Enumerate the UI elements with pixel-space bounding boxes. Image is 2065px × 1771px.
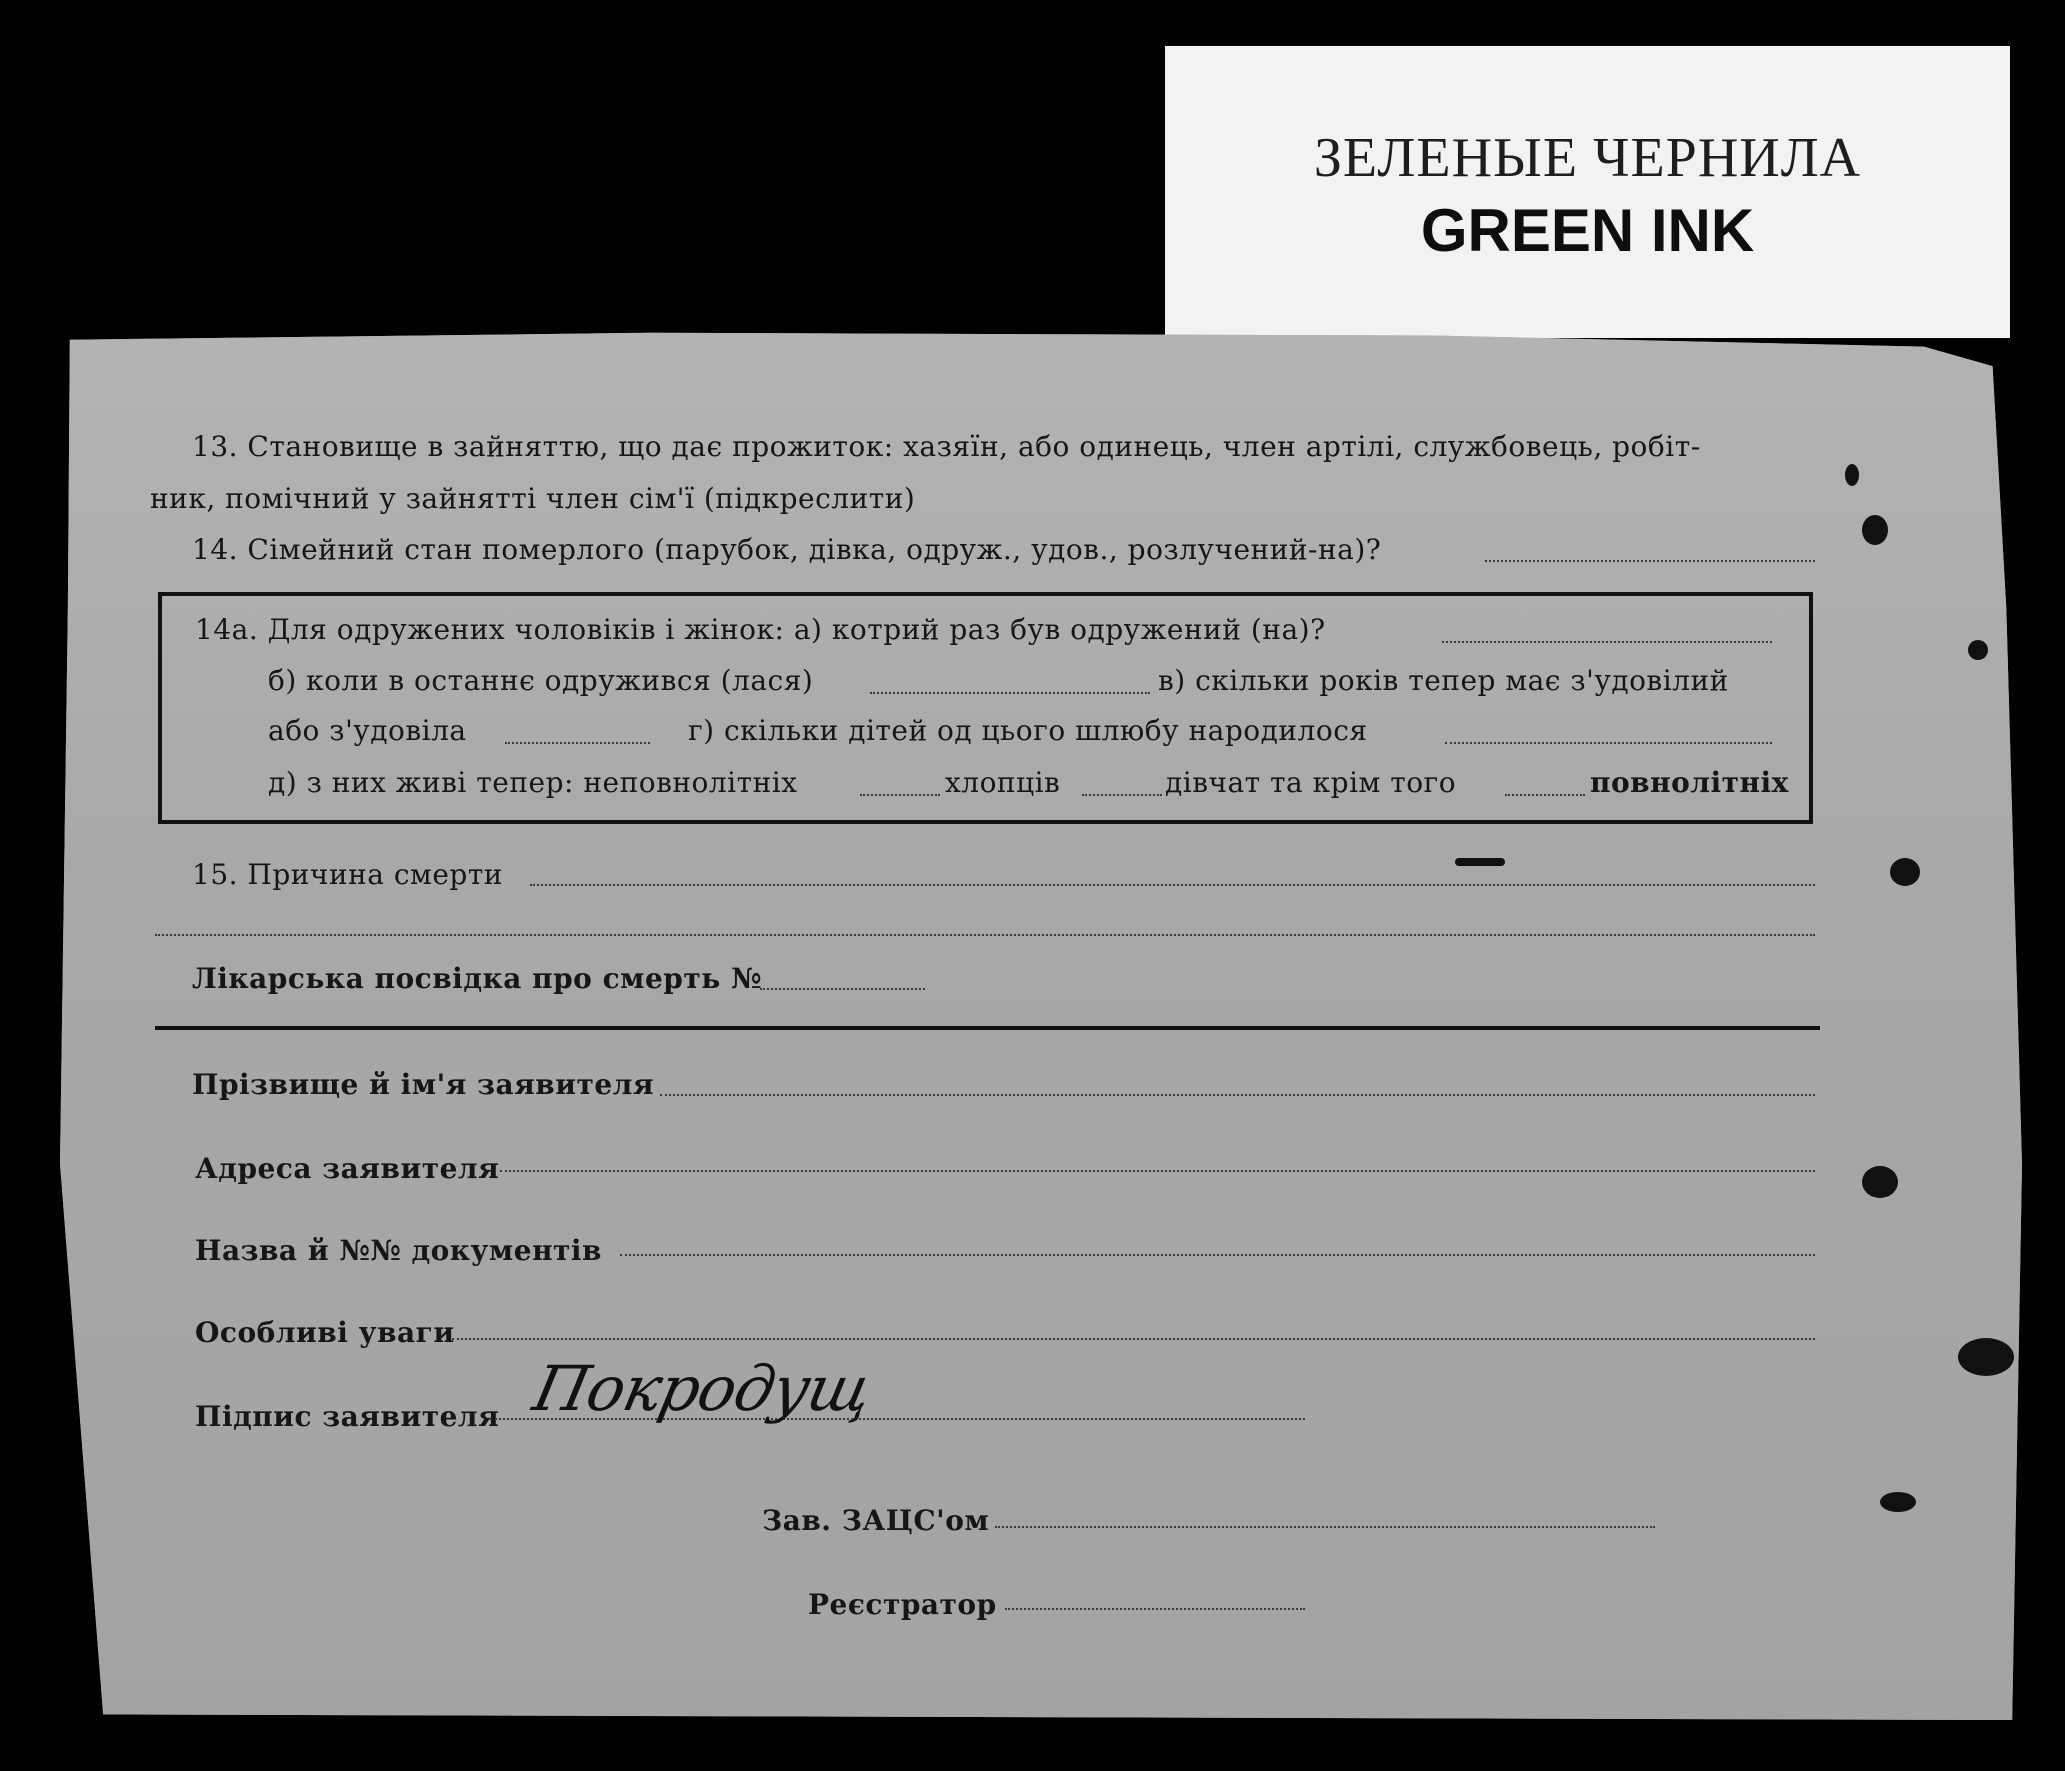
medical-certificate-blank — [760, 988, 925, 990]
handwritten-signature: Покродущ — [527, 1352, 878, 1425]
item-13-line-2: ник, помічний у зайнятті член сім'ї (підкреслити) — [150, 482, 916, 515]
applicant-address-label: Адреса заявителя — [195, 1152, 500, 1185]
applicant-name-blank — [660, 1094, 1815, 1096]
item-14a-adults: повнолітніх — [1590, 766, 1789, 799]
item-14a-a-blank — [1442, 641, 1772, 643]
documents-label: Назва й №№ документів — [195, 1234, 602, 1267]
item-15-cause-of-death: 15. Причина смерти — [192, 858, 503, 891]
registrar-blank — [1005, 1608, 1305, 1610]
item-14-blank — [1485, 560, 1815, 562]
item-14a-girls: дівчат та крім того — [1165, 766, 1457, 799]
ink-blot-1 — [1845, 464, 1859, 486]
ink-blot-6 — [1958, 1338, 2014, 1376]
item-14a-girls-blank — [1505, 794, 1585, 796]
applicant-name-label: Прізвище й ім'я заявителя — [192, 1068, 655, 1101]
item-14a-abo-blank — [505, 742, 650, 744]
applicant-signature-label: Підпис заявителя — [195, 1400, 500, 1433]
item-14a-g-blank — [1445, 742, 1772, 744]
ink-blot-2 — [1862, 515, 1888, 545]
item-14a-line-1: 14а. Для одружених чоловіків і жінок: а) котрий раз був одружений (на)? — [195, 613, 1326, 646]
item-15-blank-2 — [155, 934, 1815, 936]
remarks-label: Особливі уваги — [195, 1316, 455, 1349]
medical-certificate-label: Лікарська посвідка про смерть № — [192, 962, 762, 995]
item-13-line-1: 13. Становище в зайняттю, що дає прожиток: хазяїн, або одинець, член артілі, службовець, робіт- — [192, 430, 1701, 463]
item-14a-d-blank — [860, 794, 940, 796]
label-english-text: GREEN INK — [1420, 197, 1755, 264]
remarks-blank — [452, 1338, 1815, 1340]
item-14a-boys: хлопців — [945, 766, 1061, 799]
ink-blot-3 — [1968, 640, 1988, 660]
item-14a-b-blank — [870, 692, 1150, 694]
green-ink-label-card — [1165, 46, 2010, 338]
registrar-label: Реєстратор — [808, 1588, 997, 1621]
item-14a-g: г) скільки дітей од цього шлюбу народилося — [688, 714, 1368, 747]
head-zags-blank — [995, 1526, 1655, 1528]
documents-blank — [620, 1254, 1815, 1256]
item-14a-d: д) з них живі тепер: неповнолітніх — [268, 766, 798, 799]
label-russian-text: ЗЕЛЕНЫЕ ЧЕРНИЛА — [1313, 127, 1862, 189]
item-14a-boys-blank — [1082, 794, 1162, 796]
item-14a-b: б) коли в останнє одружився (лася) — [268, 664, 814, 697]
head-zags-label: Зав. ЗАЦС'ом — [762, 1504, 990, 1537]
item-14a-v: в) скільки років тепер має з'удовілий — [1158, 664, 1729, 697]
item-14a-abo: або з'удовіла — [268, 714, 467, 747]
ink-blot-7 — [1880, 1492, 1916, 1512]
item-15-blank — [530, 884, 1815, 886]
ink-stroke — [1455, 858, 1505, 866]
applicant-address-blank — [500, 1170, 1815, 1172]
item-14-marital-status: 14. Сімейний стан померлого (парубок, дівка, одруж., удов., розлучений-на)? — [192, 533, 1382, 566]
ink-blot-4 — [1890, 858, 1920, 886]
section-divider — [155, 1026, 1820, 1030]
ink-blot-5 — [1862, 1166, 1898, 1198]
